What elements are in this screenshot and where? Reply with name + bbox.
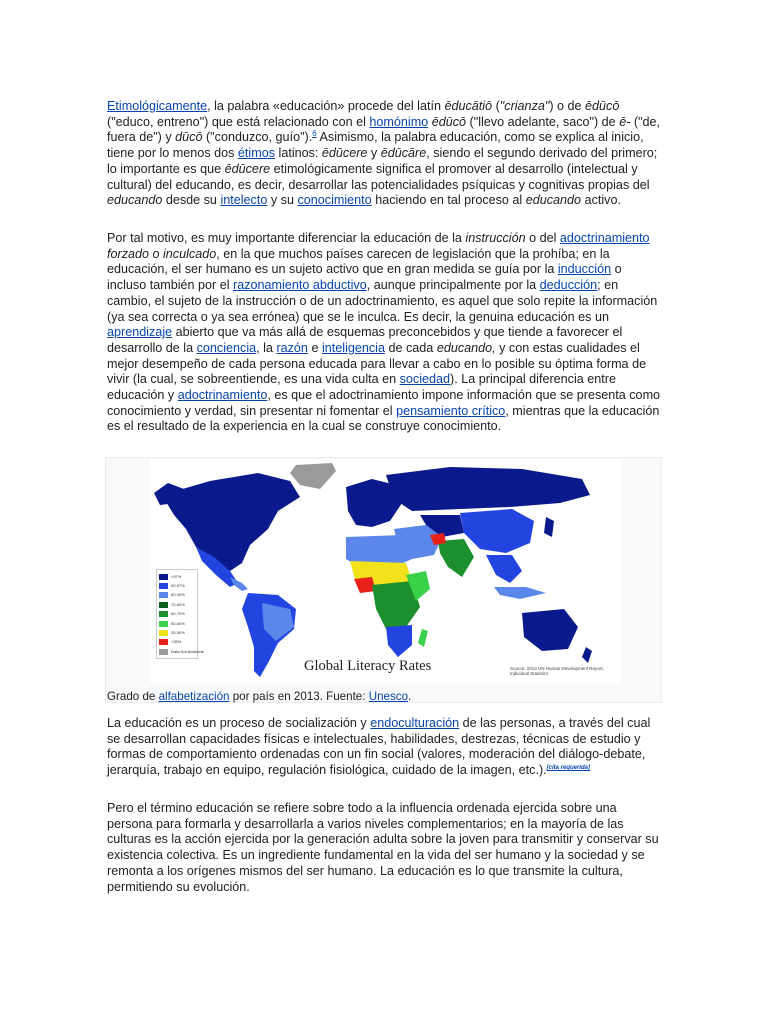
text: La educación es un proceso de socialización y [107, 716, 371, 730]
legend-item [159, 581, 195, 590]
text: o incluso también por el [107, 262, 622, 293]
text: ; en cambio, el sujeto de la instrucción o de un adoctrinamiento, es aquel que solo repite la información (ya sea correcta o ya sea errónea) que se le inculca. Es decir, la genuina educación es un [107, 278, 658, 324]
legend-item [159, 647, 204, 656]
link-alfabetizacion[interactable]: alfabetización [158, 690, 230, 703]
reference-6[interactable]: 6 [312, 129, 317, 139]
text: Grado de [107, 690, 159, 703]
text: ("conduzco, guío"). [202, 130, 313, 145]
paragraph-socialization [107, 716, 663, 779]
legend-label: 50-60% [171, 620, 185, 626]
emphasis: educando [525, 193, 582, 208]
latin-word: ēdūcō [585, 99, 620, 113]
text: latinos: [275, 146, 322, 161]
map-source-line: Individual Statistics [510, 671, 549, 676]
emphasis: educando, [436, 340, 496, 355]
latin-word: ēdūcere [224, 161, 271, 176]
world-map-image [150, 459, 621, 683]
link-endoculturacion[interactable]: endoculturación [370, 716, 460, 730]
text: , aunque principalmente por la [366, 278, 540, 293]
link-adoctrinamiento-2[interactable]: adoctrinamiento [177, 388, 268, 403]
link-sociedad[interactable]: sociedad [399, 372, 451, 387]
latin-word: ēdūcāre [380, 146, 427, 161]
legend-item [159, 628, 195, 637]
text: ("llevo adelante, saco") de [466, 114, 620, 129]
link-conciencia[interactable]: conciencia [196, 340, 257, 355]
legend-swatch [159, 621, 168, 627]
link-etimologicamente[interactable]: Etimológicamente [107, 99, 208, 113]
link-inteligencia[interactable]: inteligencia [321, 340, 385, 355]
emphasis: forzado o inculcado [107, 246, 217, 261]
map-title: Global Literacy Rates [304, 658, 432, 674]
paragraph-text: Pero el término educación se refiere sobre todo a la influencia ordenada ejercida sobre una persona para formarla y desarrollarla a varios niveles complementarios; en la mayoría de las culturas es la acción ejercida por la generación adulta sobre la joven para transmitir y conservar su existencia colectiva. Es un ingrediente fundamental en la vida del ser humano y la sociedad y se remonta a los orígenes mismos del ser humano. La educación es lo que transmite la cultura, permitiendo su evolución. [107, 801, 659, 894]
legend-item [159, 638, 195, 647]
latin-word: ē- [619, 114, 631, 129]
legend-item [159, 619, 195, 628]
literacy-map-figure [105, 457, 662, 703]
figure-caption [107, 690, 411, 704]
paragraph-etymology [107, 99, 663, 209]
legend-label: 35-50% [171, 630, 185, 636]
text: ) o de [549, 99, 586, 113]
link-aprendizaje[interactable]: aprendizaje [107, 325, 173, 340]
legend-item [159, 600, 195, 609]
cita-requerida-link[interactable]: [cita requerida] [546, 764, 591, 771]
emphasis: educando [107, 193, 163, 208]
text: , es que el adoctrinamiento impone información que se presenta como conocimiento y verdad, sin presentar ni fomentar el [107, 388, 661, 418]
text: e [307, 340, 322, 355]
link-deduccion[interactable]: deducción [539, 278, 598, 293]
text: , la palabra «educación» procede del latín [207, 99, 445, 113]
text: y su [267, 193, 298, 208]
world-literacy-map [150, 459, 621, 683]
text: ( [492, 99, 500, 113]
link-razonamiento-abductivo[interactable]: razonamiento abductivo [233, 278, 367, 293]
text: , mientras que la educación es el resultado de la experiencia en la cual se construye conocimiento. [107, 403, 660, 434]
link-adoctrinamiento[interactable]: adoctrinamiento [559, 231, 650, 245]
legend-label: 80-90% [171, 592, 185, 598]
paragraph-influence [107, 801, 663, 895]
map-source-note [510, 666, 618, 676]
text: , la [256, 340, 277, 355]
emphasis: instrucción [465, 231, 526, 245]
legend-swatch [159, 592, 168, 598]
latin-word: ēducātiō [444, 99, 493, 113]
text: haciendo en tal proceso al [371, 193, 526, 208]
map-legend [156, 569, 204, 659]
link-induccion[interactable]: inducción [557, 262, 612, 277]
text: por país en 2013. Fuente: [229, 690, 369, 703]
link-razon[interactable]: razón [276, 340, 308, 355]
legend-label: 70-80% [171, 601, 185, 607]
legend-item [159, 610, 195, 619]
text: y con estas cualidades el mejor desempeño de cada persona educada para llevar a cabo en lo posible su óptima forma de vivir (la cual, se sobreentiende, es una vida culta en [107, 340, 647, 387]
text: de cada [384, 340, 437, 355]
legend-swatch [159, 649, 168, 655]
legend-label: <35% [171, 639, 182, 645]
legend-swatch [159, 639, 168, 645]
legend-swatch [159, 602, 168, 608]
text: ("educo, entreno") que está relacionado con el [107, 114, 370, 129]
link-etimos[interactable]: étimos [237, 146, 276, 161]
legend-item [159, 591, 195, 600]
link-pensamiento-critico[interactable]: pensamiento crítico [396, 403, 506, 418]
text: , en la que muchos países carecen de legislación que la prohíba; en la educación, el ser humano es un sujeto activo que en gran medida se guía por la [107, 246, 610, 277]
link-intelecto[interactable]: intelecto [220, 193, 268, 208]
legend-swatch [159, 574, 168, 580]
latin-word: ēdūcō [431, 114, 467, 129]
text: . [408, 690, 412, 703]
text: ("de, fuera de") y [107, 114, 661, 145]
legend-swatch [159, 630, 168, 636]
legend-label: 90-97% [171, 583, 185, 589]
legend-swatch [159, 611, 168, 617]
legend-label: >97% [171, 573, 182, 579]
legend-label: Data Not Available [171, 648, 204, 654]
map-source-line: Source: 2013 UN Human Development Report, [510, 666, 605, 671]
text: etimológicamente significa el promover al desarrollo (intelectual y cultural) del educando, es decir, desarrollar las potencialidades psíquicas y cognitivas propias del [107, 161, 650, 192]
legend-swatch [159, 583, 168, 589]
text: y [367, 146, 381, 161]
legend-list [159, 572, 204, 657]
text: de las personas, a través del cual se desarrollan capacidades físicas e intelectuales, habilidades, destrezas, técnicas de estudio y formas de comportamiento ordenadas con un fin social (valores, moderación del diálogo-debate, jerarquía, trabajo en equipo, regulación fisiológica, cuidado de la imagen, etc.). [107, 716, 651, 778]
text: Por tal motivo, es muy importante diferenciar la educación de la [107, 231, 466, 245]
latin-word: "crianza" [499, 99, 550, 113]
text: , siendo el segundo derivado del primero; lo importante es que [107, 146, 658, 176]
text: o del [525, 231, 560, 245]
text: activo. [581, 193, 621, 208]
latin-word: dūcō [175, 130, 203, 145]
paragraph-instruction [107, 231, 663, 435]
text: desde su [162, 193, 221, 208]
link-conocimiento[interactable]: conocimiento [297, 193, 372, 208]
latin-word: ēdūcere [321, 146, 368, 161]
text: abierto que va más allá de esquemas preconcebidos y que tiende a favorecer el desarrollo de la [107, 325, 623, 355]
legend-label: 60-70% [171, 611, 185, 617]
link-unesco[interactable]: Unesco [368, 690, 409, 703]
text: Asimismo, la palabra educación, como se explica al inicio, tiene por lo menos dos [107, 130, 644, 161]
link-homonimo[interactable]: homónimo [369, 114, 429, 129]
legend-item [159, 572, 195, 581]
text: ). La principal diferencia entre educación y [107, 372, 616, 403]
